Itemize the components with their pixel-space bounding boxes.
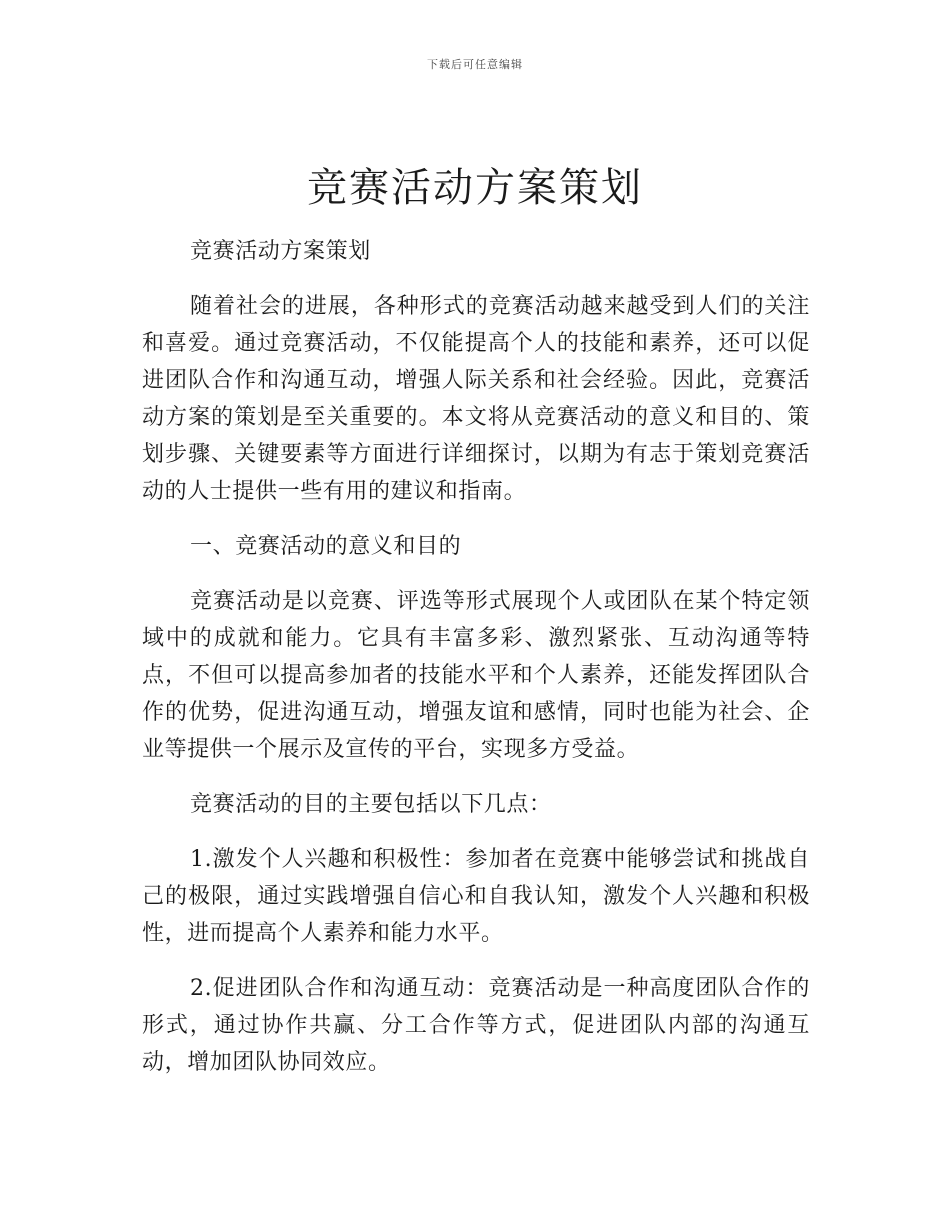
section-1-paragraph: 竞赛活动是以竞赛、评选等形式展现个人或团队在某个特定领域中的成就和能力。它具有丰富多彩、激烈紧张、互动沟通等特点，不但可以提高参加者的技能水平和个人素养，还能发挥团队合作的优势，促进沟通互动，增强友谊和感情，同时也能为社会、企业等提供一个展示及宣传的平台，实现多方受益。 (142, 589, 810, 762)
purpose-intro-paragraph: 竞赛活动的目的主要包括以下几点： (190, 792, 552, 817)
subtitle-paragraph: 竞赛活动方案策划 (190, 239, 371, 264)
purpose-item-2: 2.促进团队合作和沟通互动：竞赛活动是一种高度团队合作的形式，通过协作共赢、分工合作等方式，促进团队内部的沟通互动，增加团队协同效应。 (142, 976, 810, 1075)
section-heading-1: 一、竞赛活动的意义和目的 (190, 534, 462, 559)
header-note: 下载后可任意编辑 (427, 58, 523, 71)
document-title: 竞赛活动方案策划 (307, 165, 643, 211)
purpose-item-1: 1.激发个人兴趣和积极性：参加者在竞赛中能够尝试和挑战自己的极限，通过实践增强自信心和自我认知，激发个人兴趣和积极性，进而提高个人素养和能力水平。 (142, 847, 810, 946)
document-body (142, 233, 810, 1099)
intro-paragraph: 随着社会的进展，各种形式的竞赛活动越来越受到人们的关注和喜爱。通过竞赛活动，不仅能提高个人的技能和素养，还可以促进团队合作和沟通互动，增强人际关系和社会经验。因此，竞赛活动方案的策划是至关重要的。本文将从竞赛活动的意义和目的、策划步骤、关键要素等方面进行详细探讨，以期为有志于策划竞赛活动的人士提供一些有用的建议和指南。 (142, 294, 810, 504)
